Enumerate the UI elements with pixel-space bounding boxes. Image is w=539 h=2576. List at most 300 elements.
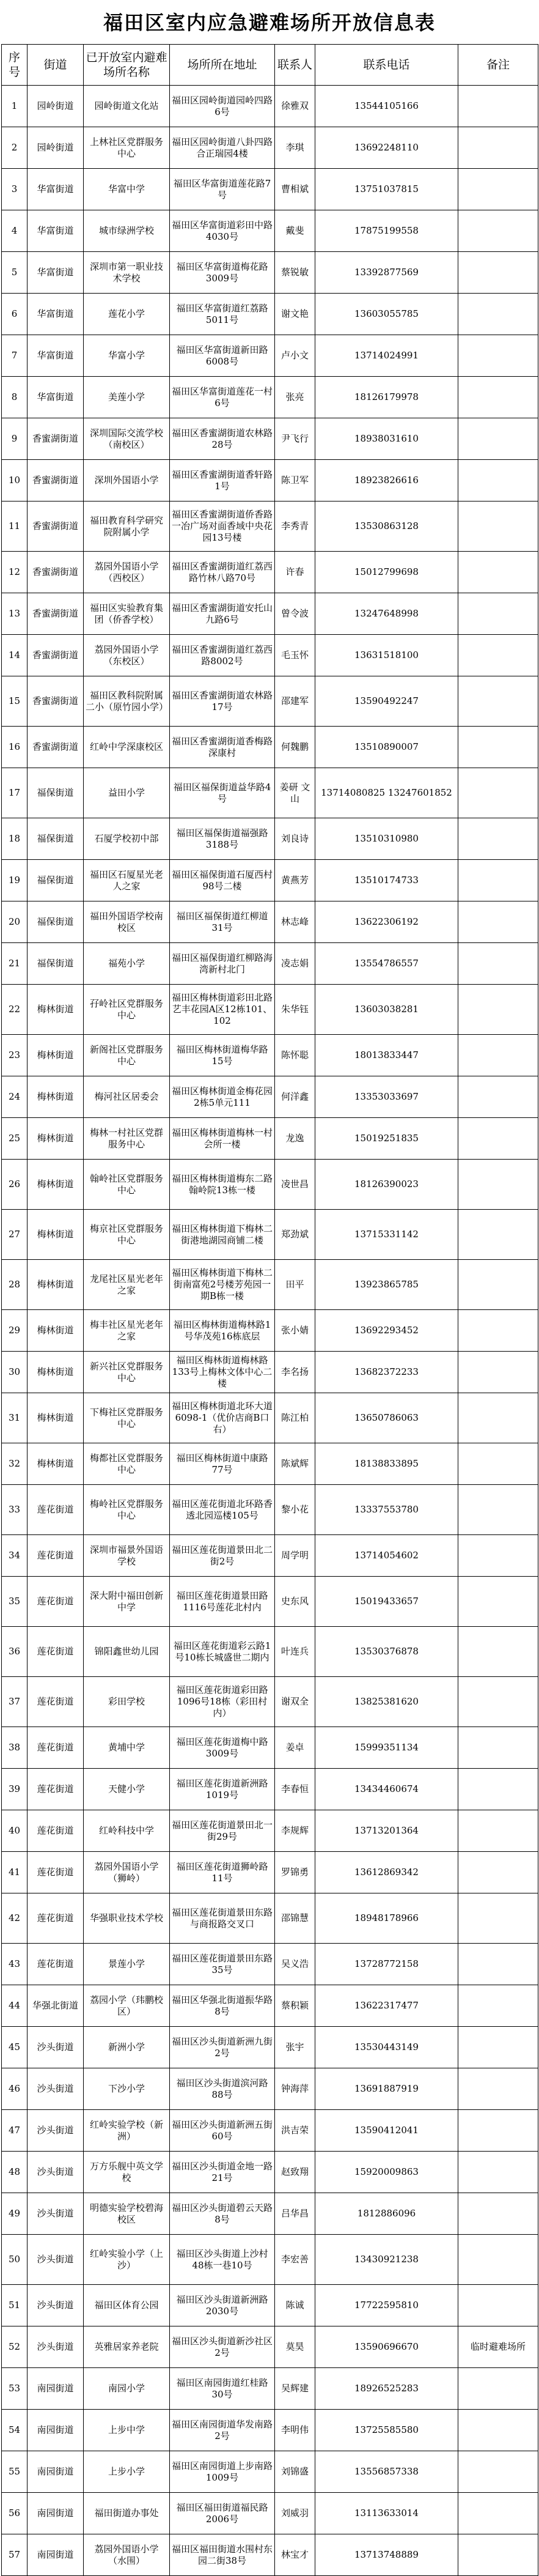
cell-note	[458, 901, 538, 943]
cell-note	[458, 593, 538, 635]
cell-note	[458, 2285, 538, 2326]
table-row	[2, 1769, 538, 1810]
cell-street: 福保街道	[28, 901, 84, 943]
cell-shelter-name: 梅岭社区党群服务中心	[84, 1485, 170, 1535]
cell-no: 47	[2, 2110, 28, 2152]
cell-note	[458, 860, 538, 901]
cell-phone: 15999351134	[315, 1727, 458, 1769]
table-row	[2, 1160, 538, 1210]
cell-no: 46	[2, 2068, 28, 2110]
cell-shelter-name: 石厦学校初中部	[84, 818, 170, 860]
table-row	[2, 635, 538, 676]
table-row	[2, 2451, 538, 2493]
cell-address: 福田区沙头街道新洲路2030号	[170, 2285, 275, 2326]
table-row	[2, 1210, 538, 1260]
cell-address: 福田区莲花街道景田东路与商报路交叉口	[170, 1893, 275, 1944]
cell-street: 莲花街道	[28, 1627, 84, 1677]
cell-shelter-name: 福田区体育公园	[84, 2285, 170, 2326]
cell-phone: 13715331142	[315, 1210, 458, 1260]
table-row	[2, 2493, 538, 2534]
cell-no: 25	[2, 1118, 28, 1160]
cell-phone: 13434460674	[315, 1769, 458, 1810]
cell-phone: 13113633014	[315, 2493, 458, 2534]
table-row	[2, 1310, 538, 1352]
table-row	[2, 2068, 538, 2110]
cell-street: 莲花街道	[28, 1810, 84, 1852]
cell-street: 香蜜湖街道	[28, 727, 84, 768]
cell-phone: 13556857338	[315, 2451, 458, 2493]
cell-contact: 郑劲斌	[275, 1210, 315, 1260]
cell-address: 福田区梅林街道下梅林二街港地湖园商铺二楼	[170, 1210, 275, 1260]
cell-phone: 13692248110	[315, 127, 458, 169]
cell-shelter-name: 红岭科技中学	[84, 1810, 170, 1852]
cell-no: 11	[2, 502, 28, 552]
table-row	[2, 676, 538, 727]
cell-no: 6	[2, 294, 28, 335]
cell-contact: 谢文艳	[275, 294, 315, 335]
cell-note	[458, 210, 538, 252]
cell-phone: 13337553780	[315, 1485, 458, 1535]
cell-address: 福田区园岭街道园岭四路6号	[170, 86, 275, 127]
cell-address: 福田区莲花街道梅中路3009号	[170, 1727, 275, 1769]
cell-note	[458, 294, 538, 335]
cell-street: 沙头街道	[28, 2152, 84, 2193]
cell-contact: 戴斐	[275, 210, 315, 252]
cell-contact: 吕华昌	[275, 2193, 315, 2235]
cell-note	[458, 2368, 538, 2410]
cell-contact: 陈卫军	[275, 460, 315, 502]
cell-contact: 何洋鑫	[275, 1076, 315, 1118]
cell-contact: 李琪	[275, 127, 315, 169]
cell-phone: 13923865785	[315, 1260, 458, 1310]
cell-note	[458, 1210, 538, 1260]
cell-address: 福田区南园街道上步南路1009号	[170, 2451, 275, 2493]
cell-shelter-name: 福田教育科学研究院附属小学	[84, 502, 170, 552]
cell-contact: 尹飞行	[275, 418, 315, 460]
cell-shelter-name: 莲花小学	[84, 294, 170, 335]
cell-shelter-name: 荔园外国语小学（水围）	[84, 2534, 170, 2576]
cell-contact: 李春恒	[275, 1769, 315, 1810]
cell-street: 香蜜湖街道	[28, 676, 84, 727]
cell-address: 福田区梅林街道中康路77号	[170, 1443, 275, 1485]
cell-address: 福田区福保街道红柳道31号	[170, 901, 275, 943]
cell-note	[458, 1852, 538, 1893]
cell-street: 园岭街道	[28, 86, 84, 127]
cell-contact: 林志峰	[275, 901, 315, 943]
cell-shelter-name: 荔园外国语小学（东校区）	[84, 635, 170, 676]
cell-address: 福田区香蜜湖街道农林路17号	[170, 676, 275, 727]
cell-phone: 17875199558	[315, 210, 458, 252]
cell-contact: 姜研 文山	[275, 768, 315, 818]
cell-phone: 18126179978	[315, 377, 458, 418]
table-row	[2, 2534, 538, 2576]
header-address: 场所所在地址	[170, 45, 275, 86]
cell-contact: 钟海萍	[275, 2068, 315, 2110]
cell-note	[458, 2068, 538, 2110]
cell-shelter-name: 深圳国际交流学校（南校区）	[84, 418, 170, 460]
cell-street: 华富街道	[28, 252, 84, 294]
cell-no: 18	[2, 818, 28, 860]
table-row	[2, 2110, 538, 2152]
cell-contact: 罗锦勇	[275, 1852, 315, 1893]
cell-no: 14	[2, 635, 28, 676]
table-row	[2, 1076, 538, 1118]
cell-note	[458, 1310, 538, 1352]
cell-address: 福田区沙头街道上沙村48栋一巷10号	[170, 2235, 275, 2285]
table-row	[2, 1352, 538, 1393]
cell-no: 36	[2, 1627, 28, 1677]
cell-shelter-name: 城市绿洲学校	[84, 210, 170, 252]
table-row	[2, 2285, 538, 2326]
cell-phone: 18938031610	[315, 418, 458, 460]
cell-no: 49	[2, 2193, 28, 2235]
cell-no: 26	[2, 1160, 28, 1210]
cell-shelter-name: 深圳市第一职业技术学校	[84, 252, 170, 294]
cell-shelter-name: 福田区教科院附属二小（原竹园小学）	[84, 676, 170, 727]
cell-no: 54	[2, 2410, 28, 2451]
cell-address: 福田区华富街道莲花一村6号	[170, 377, 275, 418]
cell-phone: 15012799698	[315, 552, 458, 593]
cell-no: 20	[2, 901, 28, 943]
cell-phone: 13603038281	[315, 985, 458, 1035]
cell-street: 华富街道	[28, 169, 84, 210]
cell-shelter-name: 福田区实验教育集团（侨香学校）	[84, 593, 170, 635]
table-row	[2, 985, 538, 1035]
header-name: 已开放室内避难场所名称	[84, 45, 170, 86]
cell-phone: 15019251835	[315, 1118, 458, 1160]
cell-shelter-name: 荔园小学（玮鹏校区）	[84, 1985, 170, 2027]
cell-contact: 凌世昌	[275, 1160, 315, 1210]
header-note: 备注	[458, 45, 538, 86]
cell-shelter-name: 新阁社区党群服务中心	[84, 1035, 170, 1076]
cell-shelter-name: 上林社区党群服务中心	[84, 127, 170, 169]
table-row	[2, 2410, 538, 2451]
page-title: 福田区室内应急避难场所开放信息表	[103, 11, 436, 34]
cell-no: 37	[2, 1677, 28, 1727]
cell-street: 梅林街道	[28, 1076, 84, 1118]
cell-no: 3	[2, 169, 28, 210]
table-row	[2, 1118, 538, 1160]
cell-contact: 莫昊	[275, 2326, 315, 2368]
cell-phone: 13603055785	[315, 294, 458, 335]
cell-shelter-name: 明德实验学校碧海校区	[84, 2193, 170, 2235]
table-row	[2, 1677, 538, 1727]
cell-no: 22	[2, 985, 28, 1035]
cell-address: 福田区香蜜湖街道香轩路1号	[170, 460, 275, 502]
table-row	[2, 1535, 538, 1577]
cell-contact: 陈怀聪	[275, 1035, 315, 1076]
cell-street: 福保街道	[28, 943, 84, 985]
cell-address: 福田区梅林街道下梅林二街南富苑2号楼芳苑园一期B栋一楼	[170, 1260, 275, 1310]
cell-note	[458, 1485, 538, 1535]
cell-phone: 13714054602	[315, 1535, 458, 1577]
cell-contact: 卢小文	[275, 335, 315, 377]
cell-street: 华富街道	[28, 377, 84, 418]
cell-street: 沙头街道	[28, 2285, 84, 2326]
table-row	[2, 1035, 538, 1076]
cell-address: 福田区莲花街道景田东路35号	[170, 1944, 275, 1985]
table-row	[2, 252, 538, 294]
cell-no: 50	[2, 2235, 28, 2285]
cell-street: 南园街道	[28, 2493, 84, 2534]
cell-shelter-name: 新洲小学	[84, 2027, 170, 2068]
cell-note	[458, 1535, 538, 1577]
table-row	[2, 1893, 538, 1944]
table-row	[2, 593, 538, 635]
cell-contact: 刘锦盛	[275, 2451, 315, 2493]
cell-shelter-name: 上步中学	[84, 2410, 170, 2451]
cell-no: 53	[2, 2368, 28, 2410]
cell-address: 福田区香蜜湖街道香梅路深康村	[170, 727, 275, 768]
cell-contact: 谢双全	[275, 1677, 315, 1727]
table-row	[2, 1627, 538, 1677]
cell-address: 福田区福田街道福民路2006号	[170, 2493, 275, 2534]
cell-no: 9	[2, 418, 28, 460]
cell-street: 梅林街道	[28, 985, 84, 1035]
cell-note	[458, 1810, 538, 1852]
cell-shelter-name: 景莲小学	[84, 1944, 170, 1985]
cell-address: 福田区福田街道水围村东园二街38号	[170, 2534, 275, 2576]
cell-street: 沙头街道	[28, 2027, 84, 2068]
cell-address: 福田区梅林街道北环大道6098-1（优价店商B口右）	[170, 1393, 275, 1443]
cell-shelter-name: 孖岭社区党群服务中心	[84, 985, 170, 1035]
cell-address: 福田区南园街道华发南路2号	[170, 2410, 275, 2451]
cell-address: 福田区华富街道梅花路3009号	[170, 252, 275, 294]
cell-address: 福田区梅林街道梅林路1号华茂苑16栋底层	[170, 1310, 275, 1352]
cell-phone: 13554786557	[315, 943, 458, 985]
cell-contact: 陈诚	[275, 2285, 315, 2326]
cell-shelter-name: 红岭实验小学（上沙）	[84, 2235, 170, 2285]
table-row	[2, 418, 538, 460]
cell-note	[458, 985, 538, 1035]
cell-no: 33	[2, 1485, 28, 1535]
cell-shelter-name: 梅林一村社区党群服务中心	[84, 1118, 170, 1160]
cell-address: 福田区园岭街道八卦四路合正瑞园4楼	[170, 127, 275, 169]
cell-shelter-name: 南园小学	[84, 2368, 170, 2410]
cell-street: 莲花街道	[28, 1852, 84, 1893]
cell-address: 福田区华富街道彩田中路4030号	[170, 210, 275, 252]
cell-contact: 邵锦慧	[275, 1893, 315, 1944]
cell-contact: 李规辉	[275, 1810, 315, 1852]
cell-street: 莲花街道	[28, 1677, 84, 1727]
table-row	[2, 860, 538, 901]
cell-shelter-name: 华强职业技术学校	[84, 1893, 170, 1944]
cell-no: 15	[2, 676, 28, 727]
cell-contact: 张亮	[275, 377, 315, 418]
cell-note	[458, 1260, 538, 1310]
cell-address: 福田区沙头街道碧云天路8号	[170, 2193, 275, 2235]
cell-no: 41	[2, 1852, 28, 1893]
table-row	[2, 502, 538, 552]
cell-street: 梅林街道	[28, 1393, 84, 1443]
cell-phone: 13713748889	[315, 2534, 458, 2576]
cell-street: 沙头街道	[28, 2110, 84, 2152]
cell-contact: 曹相斌	[275, 169, 315, 210]
cell-shelter-name: 锦阳鑫世幼儿园	[84, 1627, 170, 1677]
cell-no: 42	[2, 1893, 28, 1944]
cell-contact: 蔡积颖	[275, 1985, 315, 2027]
cell-note	[458, 1035, 538, 1076]
cell-phone: 13692293452	[315, 1310, 458, 1352]
cell-street: 香蜜湖街道	[28, 593, 84, 635]
cell-note	[458, 502, 538, 552]
cell-street: 莲花街道	[28, 1485, 84, 1535]
cell-street: 梅林街道	[28, 1443, 84, 1485]
cell-street: 华富街道	[28, 210, 84, 252]
cell-no: 23	[2, 1035, 28, 1076]
cell-contact: 张宇	[275, 2027, 315, 2068]
cell-street: 沙头街道	[28, 2068, 84, 2110]
cell-address: 福田区香蜜湖街道红荔西路竹林八路70号	[170, 552, 275, 593]
cell-contact: 凌志娟	[275, 943, 315, 985]
cell-note	[458, 676, 538, 727]
cell-shelter-name: 福苑小学	[84, 943, 170, 985]
cell-contact: 李宏善	[275, 2235, 315, 2285]
cell-contact: 刘良诗	[275, 818, 315, 860]
cell-note	[458, 2110, 538, 2152]
cell-address: 福田区华富街道新田路6008号	[170, 335, 275, 377]
cell-street: 香蜜湖街道	[28, 418, 84, 460]
cell-contact: 朱华钰	[275, 985, 315, 1035]
cell-street: 梅林街道	[28, 1160, 84, 1210]
cell-no: 17	[2, 768, 28, 818]
cell-address: 福田区南园街道红桂路30号	[170, 2368, 275, 2410]
cell-address: 福田区福保街道红柳路海湾新村北门	[170, 943, 275, 985]
cell-contact: 黄燕芳	[275, 860, 315, 901]
cell-note	[458, 127, 538, 169]
cell-address: 福田区沙头街道新洲九街2号	[170, 2027, 275, 2068]
cell-address: 福田区梅林街道梅华路15号	[170, 1035, 275, 1076]
cell-phone: 13714080825 13247601852	[315, 768, 458, 818]
cell-phone: 13430921238	[315, 2235, 458, 2285]
cell-contact: 吴义浩	[275, 1944, 315, 1985]
table-row	[2, 943, 538, 985]
cell-contact: 许春	[275, 552, 315, 593]
cell-phone: 18923826616	[315, 460, 458, 502]
table-row	[2, 727, 538, 768]
cell-note	[458, 86, 538, 127]
cell-no: 30	[2, 1352, 28, 1393]
cell-phone: 13714024991	[315, 335, 458, 377]
cell-address: 福田区莲花街道景田北一街29号	[170, 1810, 275, 1852]
cell-note	[458, 1160, 538, 1210]
cell-contact: 龙逸	[275, 1118, 315, 1160]
cell-shelter-name: 下梅社区党群服务中心	[84, 1393, 170, 1443]
cell-note	[458, 2027, 538, 2068]
cell-no: 1	[2, 86, 28, 127]
cell-no: 56	[2, 2493, 28, 2534]
cell-address: 福田区莲花街道新洲路1019号	[170, 1769, 275, 1810]
cell-phone: 13622306192	[315, 901, 458, 943]
cell-address: 福田区莲花街道彩田路1096号18栋（彩田村内）	[170, 1677, 275, 1727]
table-row	[2, 1727, 538, 1769]
cell-street: 梅林街道	[28, 1260, 84, 1310]
cell-contact: 徐雅双	[275, 86, 315, 127]
cell-contact: 何魏鹏	[275, 727, 315, 768]
table-row	[2, 169, 538, 210]
table-row	[2, 294, 538, 335]
cell-shelter-name: 黄埔中学	[84, 1727, 170, 1769]
cell-note	[458, 1393, 538, 1443]
cell-street: 福保街道	[28, 768, 84, 818]
cell-shelter-name: 福田区石厦星光老人之家	[84, 860, 170, 901]
cell-phone: 15920009863	[315, 2152, 458, 2193]
cell-shelter-name: 华富中学	[84, 169, 170, 210]
table-row	[2, 1577, 538, 1627]
cell-note	[458, 418, 538, 460]
cell-note	[458, 1577, 538, 1627]
table-row	[2, 2027, 538, 2068]
cell-contact: 蔡锐敏	[275, 252, 315, 294]
cell-no: 24	[2, 1076, 28, 1118]
cell-note	[458, 2493, 538, 2534]
cell-no: 10	[2, 460, 28, 502]
cell-note	[458, 169, 538, 210]
cell-phone: 13622317477	[315, 1985, 458, 2027]
cell-street: 华富街道	[28, 335, 84, 377]
cell-note	[458, 1727, 538, 1769]
cell-phone: 1812886096	[315, 2193, 458, 2235]
cell-contact: 邵建军	[275, 676, 315, 727]
cell-note: 临时避难场所	[458, 2326, 538, 2368]
table-row	[2, 768, 538, 818]
cell-address: 福田区华富街道莲花路7号	[170, 169, 275, 210]
table-row	[2, 127, 538, 169]
cell-contact: 洪吉荣	[275, 2110, 315, 2152]
cell-phone: 13725585580	[315, 2410, 458, 2451]
cell-address: 福田区福保街道石厦西村98号二楼	[170, 860, 275, 901]
cell-phone: 13713201364	[315, 1810, 458, 1852]
table-row	[2, 460, 538, 502]
cell-shelter-name: 深圳市福景外国语学校	[84, 1535, 170, 1577]
header-no: 序号	[2, 45, 28, 86]
cell-phone: 13590696670	[315, 2326, 458, 2368]
cell-note	[458, 635, 538, 676]
cell-shelter-name: 万方乐舰中英文学校	[84, 2152, 170, 2193]
shelter-table	[1, 44, 538, 2576]
cell-address: 福田区梅林街道梅林一村会所一楼	[170, 1118, 275, 1160]
cell-no: 21	[2, 943, 28, 985]
cell-phone: 13510174733	[315, 860, 458, 901]
cell-street: 香蜜湖街道	[28, 635, 84, 676]
cell-street: 莲花街道	[28, 1577, 84, 1627]
cell-no: 35	[2, 1577, 28, 1627]
cell-street: 南园街道	[28, 2368, 84, 2410]
cell-no: 45	[2, 2027, 28, 2068]
table-row	[2, 2326, 538, 2368]
cell-address: 福田区莲花街道景田北二街2号	[170, 1535, 275, 1577]
table-row	[2, 818, 538, 860]
cell-address: 福田区香蜜湖街道红荔西路8002号	[170, 635, 275, 676]
cell-no: 32	[2, 1443, 28, 1485]
table-row	[2, 1944, 538, 1985]
cell-street: 香蜜湖街道	[28, 552, 84, 593]
table-row	[2, 1810, 538, 1852]
cell-shelter-name: 龙尾社区星光老年之家	[84, 1260, 170, 1310]
cell-note	[458, 1985, 538, 2027]
cell-contact: 李秀青	[275, 502, 315, 552]
cell-contact: 林宝才	[275, 2534, 315, 2576]
cell-phone: 13530863128	[315, 502, 458, 552]
cell-phone: 13590412041	[315, 2110, 458, 2152]
header-street: 街道	[28, 45, 84, 86]
cell-street: 福保街道	[28, 818, 84, 860]
cell-no: 52	[2, 2326, 28, 2368]
cell-note	[458, 377, 538, 418]
cell-note	[458, 768, 538, 818]
cell-street: 华富街道	[28, 294, 84, 335]
cell-note	[458, 1118, 538, 1160]
